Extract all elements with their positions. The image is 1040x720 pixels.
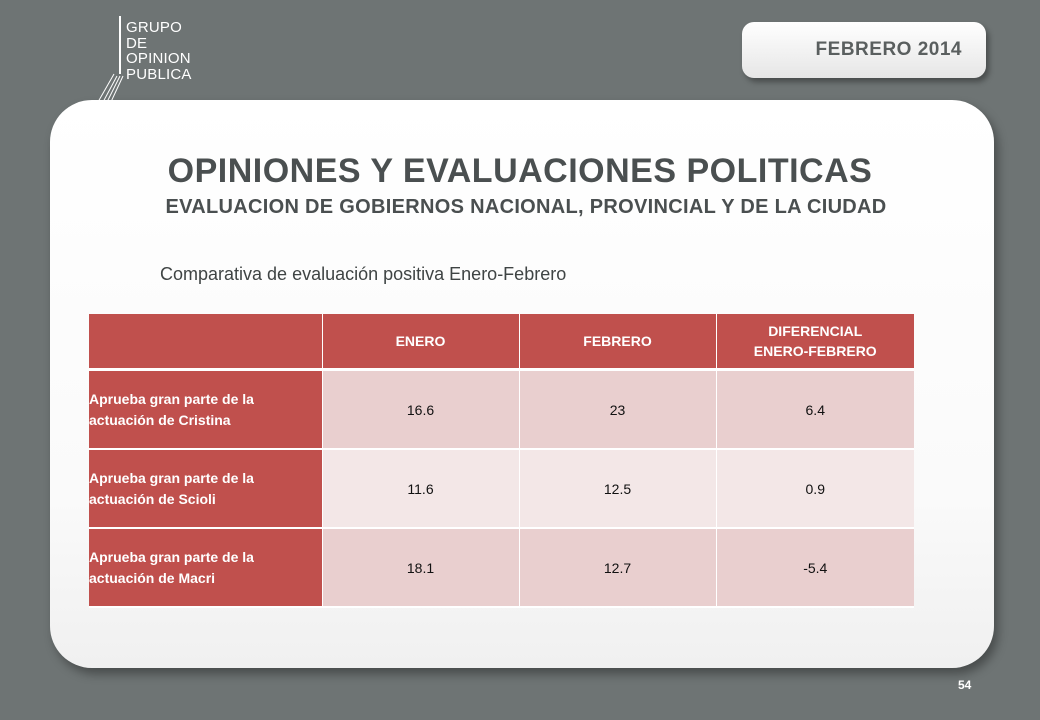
logo-line: DE [126,34,148,52]
row-label [89,528,322,607]
table-header-row [89,314,914,370]
row-label-line2: actuación de Cristina [89,411,231,428]
header-diferencial [716,314,914,370]
header-diferencial-line2: ENERO-FEBRERO [753,343,877,359]
header-febrero: FEBRERO [519,314,716,370]
table-row [89,449,914,528]
date-badge [742,22,986,78]
header-diferencial-line1: DIFERENCIAL [768,323,863,339]
cell-diferencial: 0.9 [716,449,914,528]
row-label-line2: actuación de Scioli [89,490,216,507]
row-label-line1: Aprueba gran parte de la [89,548,254,565]
page-subtitle: EVALUACION DE GOBIERNOS NACIONAL, PROVINCIAL Y DE LA CIUDAD [165,196,887,218]
table-caption: Comparativa de evaluación positiva Enero-Febrero [160,264,567,284]
logo-lines-graphic [96,14,126,104]
date-label: FEBRERO 2014 [815,39,962,60]
row-label [89,449,322,528]
cell-enero: 16.6 [322,370,519,450]
logo-line: OPINION [126,50,191,67]
header-enero: ENERO [322,314,519,370]
cell-enero: 18.1 [322,528,519,607]
table-row [89,370,914,450]
header-empty-cell [89,314,322,370]
cell-diferencial: 6.4 [716,370,914,450]
page-number: 54 [958,678,972,692]
logo [96,14,216,104]
row-label [89,370,322,450]
logo-line: GRUPO [126,19,183,36]
cell-febrero: 12.5 [519,449,716,528]
page-title: OPINIONES Y EVALUACIONES POLITICAS [167,152,873,190]
comparison-table [89,314,914,608]
logo-text [126,20,192,82]
row-label-line1: Aprueba gran parte de la [89,390,254,407]
table-row [89,528,914,607]
cell-febrero: 23 [519,370,716,450]
cell-febrero: 12.7 [519,528,716,607]
cell-diferencial: -5.4 [716,528,914,607]
cell-enero: 11.6 [322,449,519,528]
row-label-line2: actuación de Macri [89,569,216,586]
logo-line: PUBLICA [126,65,192,83]
row-label-line1: Aprueba gran parte de la [89,469,254,486]
